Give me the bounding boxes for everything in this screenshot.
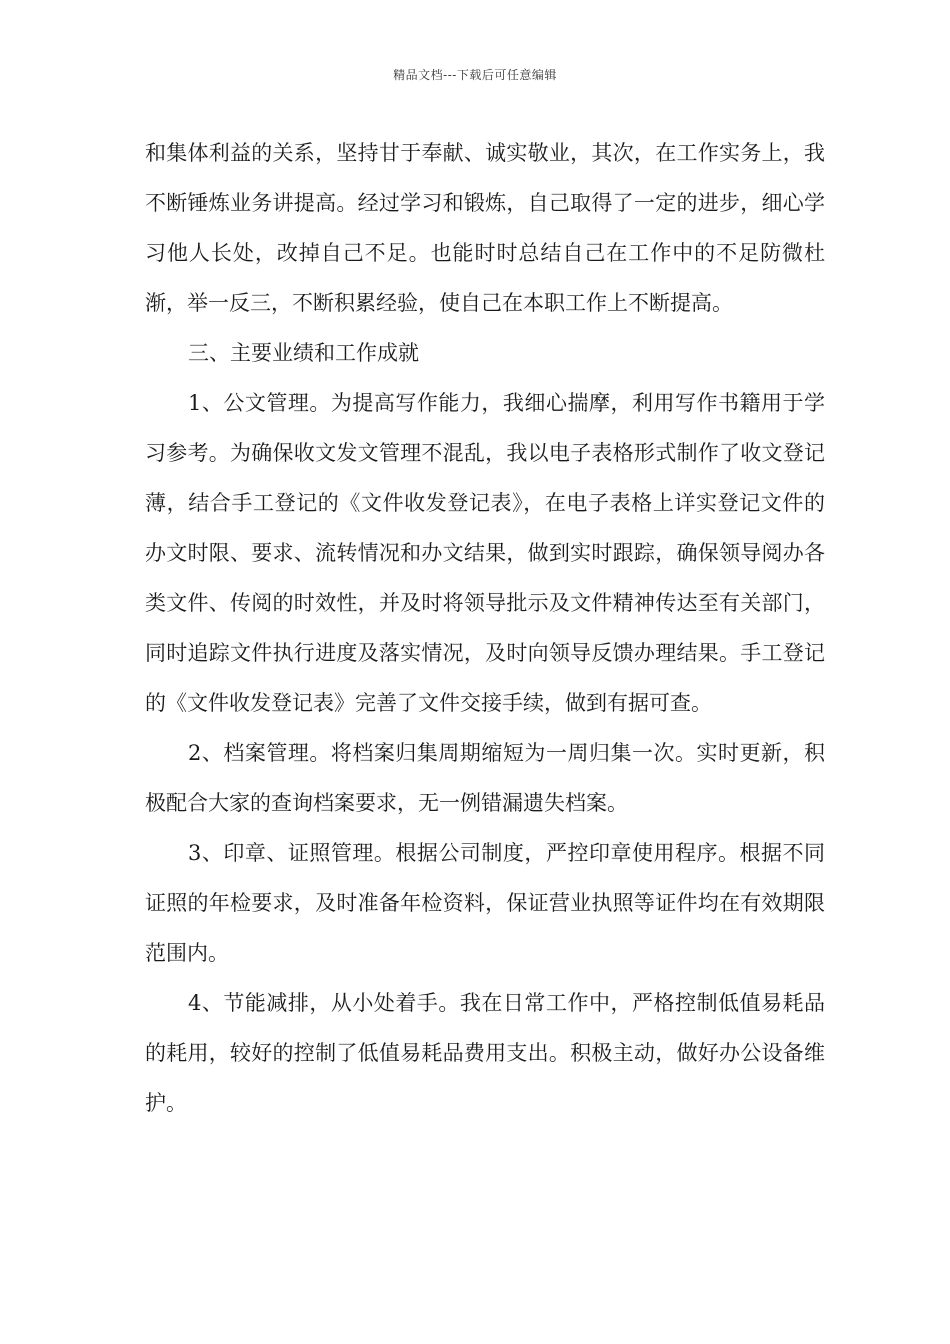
- paragraph-document-management: 1、公文管理。为提高写作能力，我细心揣摩，利用写作书籍用于学习参考。为确保收文发文管理不混乱，我以电子表格形式制作了收文登记薄，结合手工登记的《文件收发登记表》，在电子表格上详实登记文件的办文时限、要求、流转情况和办文结果，做到实时跟踪，确保领导阅办各类文件、传阅的时效性，并及时将领导批示及文件精神传达至有关部门，同时追踪文件执行进度及落实情况，及时向领导反馈办理结果。手工登记的《文件收发登记表》完善了文件交接手续，做到有据可查。: [145, 391, 825, 715]
- paragraph-archive-management: 2、档案管理。将档案归集周期缩短为一周归集一次。实时更新，积极配合大家的查询档案要求，无一例错漏遗失档案。: [145, 741, 825, 815]
- document-body: [145, 128, 825, 1128]
- paragraph-continuation: 和集体利益的关系，坚持甘于奉献、诚实敬业，其次，在工作实务上，我不断锤炼业务讲提高。经过学习和锻炼，自己取得了一定的进步，细心学习他人长处，改掉自己不足。也能时时总结自己在工作中的不足防微杜渐，举一反三，不断积累经验，使自己在本职工作上不断提高。: [145, 141, 825, 315]
- paragraph-energy-saving: 4、节能减排，从小处着手。我在日常工作中，严格控制低值易耗品的耗用，较好的控制了低值易耗品费用支出。积极主动，做好办公设备维护。: [145, 991, 825, 1115]
- paragraph-seal-license-management: 3、印章、证照管理。根据公司制度，严控印章使用程序。根据不同证照的年检要求，及时准备年检资料，保证营业执照等证件均在有效期限范围内。: [145, 841, 825, 965]
- section-heading: 三、主要业绩和工作成就: [188, 341, 419, 365]
- page-header: 精品文档---下载后可任意编辑: [393, 68, 557, 82]
